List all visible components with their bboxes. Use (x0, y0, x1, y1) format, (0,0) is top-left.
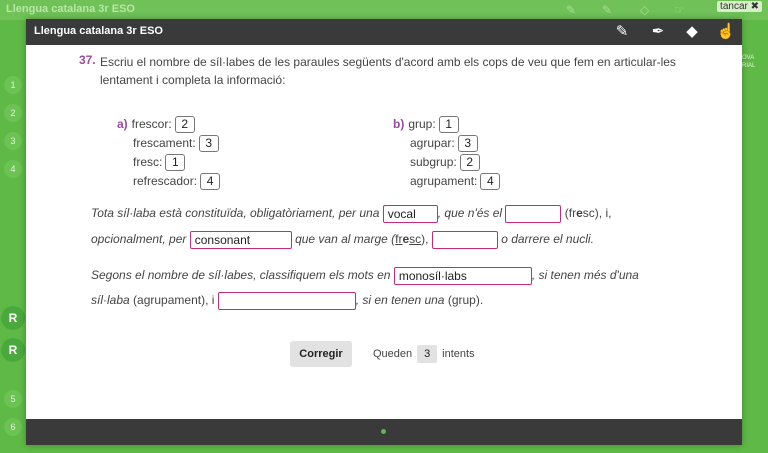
page-indicator-dot[interactable] (381, 429, 386, 434)
nav-item[interactable]: 1 (4, 76, 22, 94)
attempts-suffix: intents (442, 348, 475, 360)
group-b-letter: b) (393, 117, 405, 131)
syllable-count-box[interactable]: 2 (175, 116, 195, 133)
attempts-indicator (373, 345, 475, 363)
paragraph1-line2 (91, 229, 594, 249)
marker-icon[interactable]: ✒ (651, 23, 665, 40)
word: agrupar: (410, 136, 455, 150)
modal-header (26, 19, 742, 45)
word: grup: (408, 117, 436, 131)
group-a-item (133, 154, 185, 171)
syllable-count-box[interactable]: 2 (460, 154, 480, 171)
word: fresc: (133, 155, 163, 169)
text: , si en tenen una (355, 293, 445, 307)
exercise-content (44, 45, 740, 419)
word: refrescador: (133, 174, 198, 188)
question-number: 37. (79, 53, 96, 67)
eraser-icon[interactable]: ◆ (686, 23, 698, 40)
pencil-icon[interactable]: ✎ (615, 23, 629, 40)
group-b-item (410, 173, 500, 190)
answer-field[interactable] (218, 292, 356, 310)
background-nav (0, 20, 26, 453)
group-a-item (117, 116, 195, 133)
answer-field[interactable] (505, 205, 561, 223)
nav-item[interactable]: 2 (4, 104, 22, 122)
background-topbar (0, 0, 768, 20)
group-a-item (133, 173, 220, 190)
text: síl·laba (91, 293, 130, 307)
syllable-count-box[interactable]: 4 (200, 173, 220, 190)
bg-pencil-icon: ✎ (566, 3, 577, 17)
syllable-count-box[interactable]: 1 (439, 116, 459, 133)
background-right-panel (740, 20, 768, 453)
attempts-prefix: Queden (373, 348, 413, 360)
text: fresc), (395, 232, 429, 246)
text: (agrupament), i (133, 293, 215, 307)
group-a-item (133, 135, 219, 152)
paragraph2-line2 (91, 290, 483, 310)
group-a-letter: a) (117, 117, 128, 131)
word: frescor: (131, 117, 172, 131)
syllable-count-box[interactable]: 1 (165, 154, 185, 171)
text: Tota síl·laba està constituïda, obligatòriament, per una (91, 206, 380, 220)
attempts-count: 3 (417, 345, 437, 363)
background-title: Llengua catalana 3r ESO (6, 3, 135, 15)
bg-marker-icon: ✎ (602, 3, 613, 17)
nav-review-badge[interactable]: R (1, 306, 25, 330)
modal-footer (26, 419, 742, 445)
nav-item[interactable]: 4 (4, 160, 22, 178)
text: o darrere el nucli. (501, 232, 594, 246)
text: que van al marge ( (295, 232, 396, 246)
question-text: Escriu el nombre de síl·labes de les paraules següents d'acord amb els cops de veu que fem en articular-les lentament i completa la informació: (100, 55, 676, 87)
background-side-text: OVA RIAL (742, 55, 756, 69)
answer-field[interactable] (432, 231, 498, 249)
paragraph2-line1 (91, 265, 639, 285)
text: (fresc), i, (564, 206, 612, 220)
nav-item[interactable]: 3 (4, 132, 22, 150)
bg-eraser-icon: ◇ (640, 3, 650, 17)
paragraph1-line1 (91, 203, 611, 223)
answer-field[interactable]: consonant (190, 231, 292, 249)
group-b-item (410, 154, 480, 171)
syllable-count-box[interactable]: 3 (458, 135, 478, 152)
answer-field[interactable]: vocal (383, 205, 438, 223)
word: agrupament: (410, 174, 478, 188)
pointer-hand-icon[interactable]: ☝ (716, 23, 736, 40)
text: , que n'és el (437, 206, 503, 220)
bg-hand-icon: ☞ (674, 3, 685, 17)
text: , si tenen més d'una (531, 268, 639, 282)
nav-review-badge[interactable]: R (1, 338, 25, 362)
group-b-item (410, 135, 478, 152)
text: opcionalment, per (91, 232, 187, 246)
modal-title: Llengua catalana 3r ESO (34, 25, 163, 37)
text: (grup). (447, 293, 484, 307)
word: subgrup: (410, 155, 457, 169)
word: frescament: (133, 136, 196, 150)
nav-item[interactable]: 5 (4, 390, 22, 408)
syllable-count-box[interactable]: 3 (199, 135, 219, 152)
answer-field[interactable]: monosíl·labs (394, 267, 532, 285)
group-b-item (393, 116, 459, 133)
syllable-count-box[interactable]: 4 (480, 173, 500, 190)
nav-item[interactable]: 6 (4, 418, 22, 436)
check-button[interactable]: Corregir (290, 341, 352, 367)
text: Segons el nombre de síl·labes, classifiquem els mots en (91, 268, 391, 282)
close-button[interactable]: tancar ✖ (717, 1, 762, 12)
exercise-modal (26, 19, 742, 445)
